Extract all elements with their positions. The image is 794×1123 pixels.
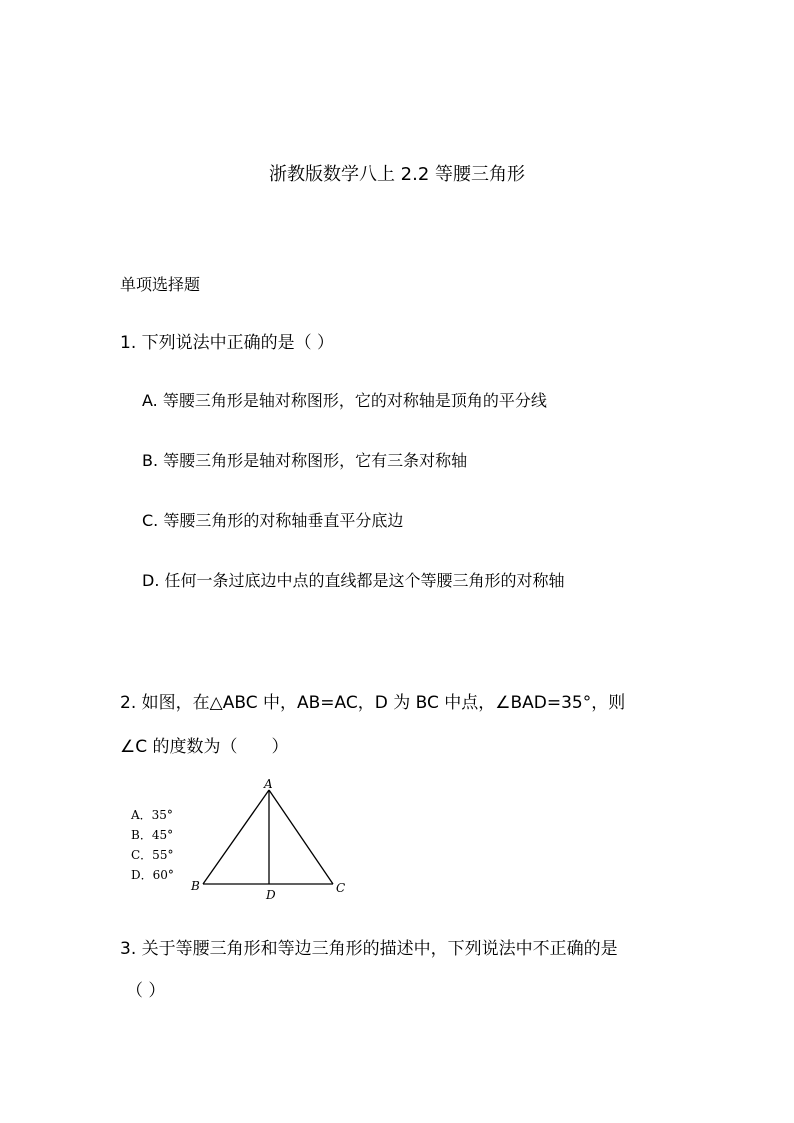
triangle-figure xyxy=(185,775,355,905)
question-1-option-d: D. 任何一条过底边中点的直线都是这个等腰三角形的对称轴 xyxy=(142,571,565,590)
label-b: B xyxy=(191,879,200,893)
question-2-stem-line-2: ∠C 的度数为（ ） xyxy=(120,737,289,757)
question-3-stem-line-2: （ ） xyxy=(126,981,166,1001)
question-1-stem: 1. 下列说法中正确的是（ ） xyxy=(120,333,335,353)
question-1-option-a: A. 等腰三角形是轴对称图形，它的对称轴是顶角的平分线 xyxy=(142,391,547,410)
label-d: D xyxy=(266,888,276,902)
question-1-option-c: C. 等腰三角形的对称轴垂直平分底边 xyxy=(142,511,404,530)
side-ab xyxy=(203,790,269,884)
question-2-option-b: B．45° xyxy=(131,828,174,842)
label-a: A xyxy=(264,777,273,791)
page-title: 浙教版数学八上 2.2 等腰三角形 xyxy=(268,164,526,185)
question-1-option-b: B. 等腰三角形是轴对称图形，它有三条对称轴 xyxy=(142,451,468,470)
question-2-option-c: C．55° xyxy=(131,848,174,862)
question-2-stem-line-1: 2. 如图，在△ABC 中，AB=AC，D 为 BC 中点，∠BAD=35°，则 xyxy=(120,693,626,713)
section-heading: 单项选择题 xyxy=(120,275,201,294)
side-ac xyxy=(269,790,333,884)
question-2-option-a: A．35° xyxy=(131,808,173,822)
question-2-option-d: D．60° xyxy=(131,868,174,882)
question-3-stem-line-1: 3. 关于等腰三角形和等边三角形的描述中，下列说法中不正确的是 xyxy=(120,939,618,959)
label-c: C xyxy=(336,881,346,895)
